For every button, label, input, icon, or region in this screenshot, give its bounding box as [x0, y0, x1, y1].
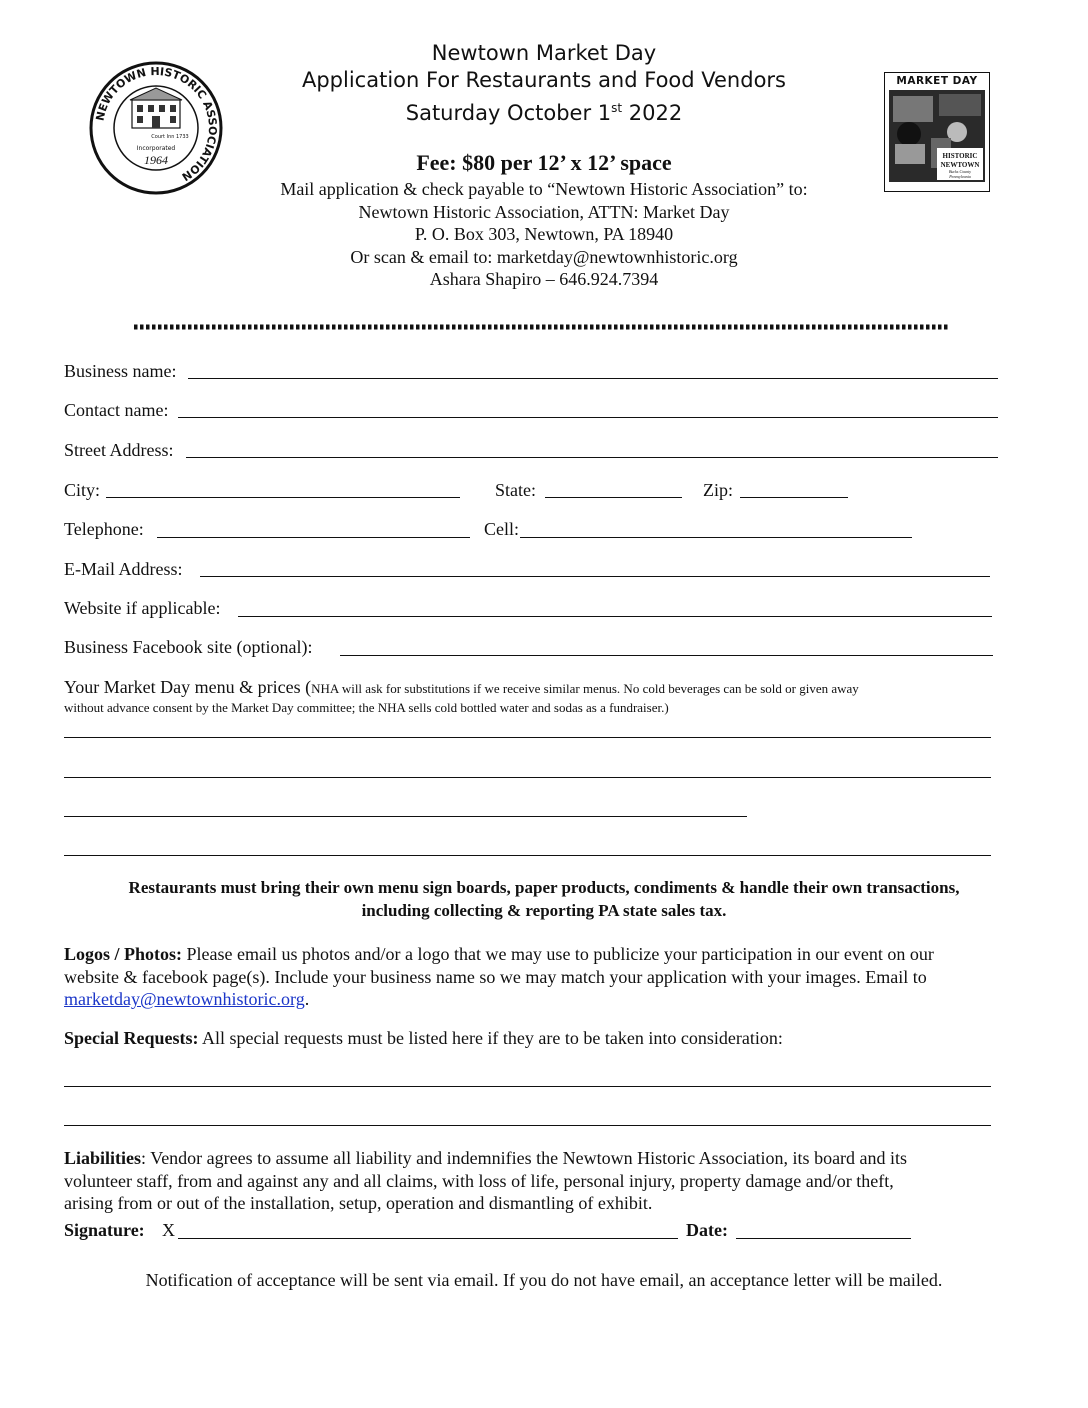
mail-address-2: P. O. Box 303, Newtown, PA 18940	[414, 224, 674, 244]
email-label: E-Mail Address:	[64, 559, 183, 579]
menu-line-4[interactable]	[64, 855, 991, 856]
zip-field[interactable]	[740, 497, 848, 498]
business-name-label: Business name:	[64, 361, 177, 381]
svg-text:Pennsylvania: Pennsylvania	[949, 174, 971, 179]
mail-instructions: Mail application & check payable to “Newtown Historic Association” to:	[280, 179, 808, 199]
mail-address-1: Newtown Historic Association, ATTN: Market Day	[358, 201, 730, 222]
menu-line-3[interactable]	[64, 816, 747, 817]
state-label: State:	[495, 480, 536, 500]
email-field[interactable]	[200, 576, 990, 577]
historic-association-seal	[88, 60, 224, 196]
facebook-label: Business Facebook site (optional):	[64, 637, 313, 657]
website-field[interactable]	[238, 616, 992, 617]
signature-field[interactable]	[178, 1238, 678, 1239]
contact-name-field[interactable]	[178, 417, 998, 418]
telephone-label: Telephone:	[64, 519, 144, 539]
contact-name-label: Contact name:	[64, 400, 169, 420]
event-date: Saturday October 1st 2022	[405, 101, 683, 125]
date-field[interactable]	[736, 1238, 911, 1239]
special-requests-section: Special Requests: All special requests must be listed here if they are to be taken into consideration:	[64, 1028, 783, 1048]
menu-prompt: Your Market Day menu & prices (NHA will ask for substitutions if we receive similar menus. No cold beverages can be sold or given away without advance consent by the Market Day committee; the NHA sells cold bottled water and sodas as a fundraiser.)	[64, 677, 859, 715]
cell-field[interactable]	[520, 537, 912, 538]
svg-text:NEWTOWN: NEWTOWN	[940, 161, 980, 169]
svg-text:Court Inn 1733: Court Inn 1733	[151, 134, 189, 140]
signature-label: Signature:	[64, 1220, 145, 1240]
liabilities-section: Liabilities: Vendor agrees to assume all liability and indemnifies the Newtown Historic Association, its board and its volunteer staff, from and against any and all claims, with loss of life, personal injury, property damage and/or theft, arising from or out of the installation, setup, operation and dismantling of exhibit.	[64, 1148, 908, 1213]
menu-line-1[interactable]	[64, 737, 991, 738]
special-requests-line-2[interactable]	[64, 1125, 991, 1126]
scan-email-line: Or scan & email to: marketday@newtownhistoric.org	[350, 246, 738, 267]
menu-line-2[interactable]	[64, 777, 991, 778]
vendor-notice: Restaurants must bring their own menu sign boards, paper products, condiments & handle their own transactions, including collecting & reporting PA state sales tax.	[128, 878, 960, 920]
street-address-field[interactable]	[186, 457, 998, 458]
acceptance-notice: Notification of acceptance will be sent via email. If you do not have email, an acceptance letter will be mailed.	[145, 1270, 943, 1290]
market-day-logo	[884, 72, 990, 192]
signature-x: X	[162, 1220, 175, 1240]
city-field[interactable]	[106, 497, 460, 498]
special-requests-line-1[interactable]	[64, 1086, 991, 1087]
telephone-field[interactable]	[157, 537, 470, 538]
fee-line: Fee: $80 per 12’ x 12’ space	[416, 150, 672, 175]
cell-label: Cell:	[484, 519, 519, 539]
market-day-logo-title: MARKET DAY	[896, 75, 978, 87]
website-label: Website if applicable:	[64, 598, 221, 618]
facebook-field[interactable]	[340, 655, 993, 656]
page-title: Newtown Market Day	[431, 41, 657, 65]
city-label: City:	[64, 480, 101, 500]
svg-text:Bucks County: Bucks County	[948, 169, 972, 174]
business-name-field[interactable]	[188, 378, 998, 379]
state-field[interactable]	[545, 497, 682, 498]
contact-line: Ashara Shapiro – 646.924.7394	[429, 269, 659, 289]
date-label: Date:	[686, 1220, 728, 1240]
logos-photos-section: Logos / Photos: Please email us photos and/or a logo that we may use to publicize your participation in our event on our website & facebook page(s). Include your business name so we may match your application with your images. Email to marketday@newtownhistoric.org.	[64, 944, 934, 1009]
street-address-label: Street Address:	[64, 440, 174, 460]
svg-text:HISTORIC: HISTORIC	[942, 152, 978, 160]
email-link[interactable]: marketday@newtownhistoric.org	[64, 989, 305, 1009]
dotted-divider	[132, 318, 952, 326]
page-subtitle: Application For Restaurants and Food Vendors	[301, 68, 786, 92]
svg-text:1964: 1964	[144, 153, 168, 167]
zip-label: Zip:	[703, 480, 733, 500]
market-scene-illustration	[887, 88, 987, 184]
svg-text:NEWTOWN HISTORIC ASSOCIATION: NEWTOWN HISTORIC ASSOCIATION	[93, 64, 220, 184]
svg-text:Incorporated: Incorporated	[136, 145, 176, 152]
